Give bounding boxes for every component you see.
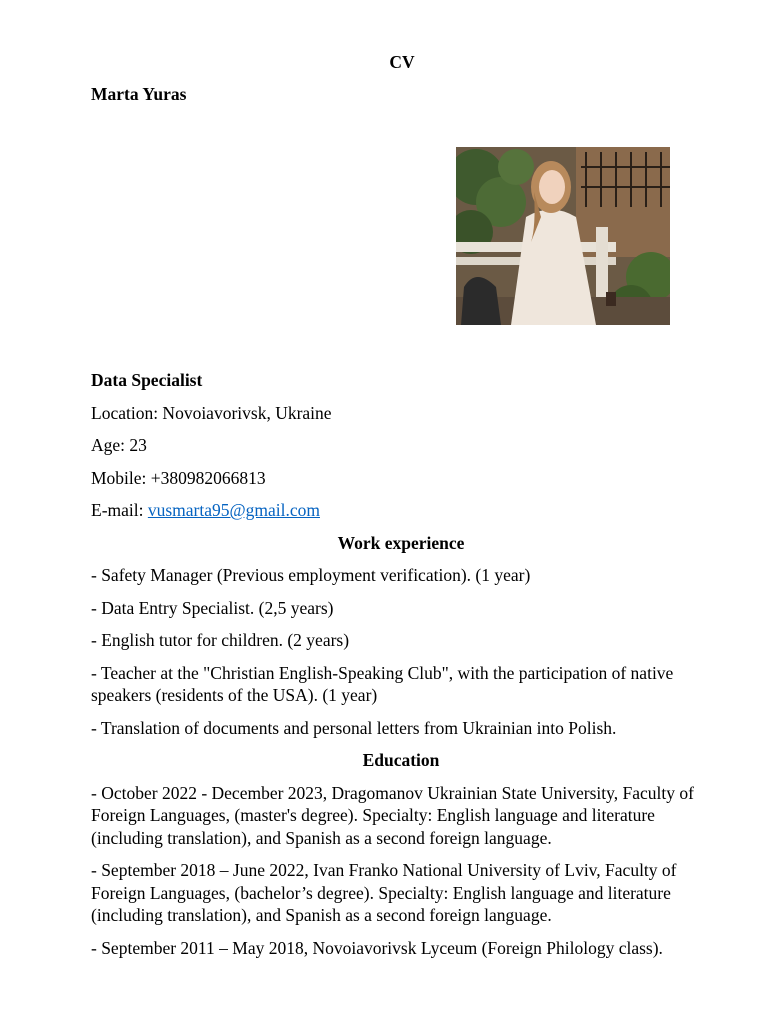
work-item: - Safety Manager (Previous employment verification). (1 year) [91, 565, 531, 585]
email-link[interactable]: vusmarta95@gmail.com [147, 500, 320, 520]
cv-body [91, 369, 711, 969]
mobile-text: Mobile: +380982066813 [91, 467, 266, 488]
job-title: Data Specialist [91, 370, 203, 390]
education-item: - October 2022 - December 2023, Dragomanov Ukrainian State University, Faculty of Foreign Languages, (master's degree). Specialty: English language and literature (including translation), and Spanish as a second foreign language. [91, 782, 694, 848]
location-text: Location: Novoiavorivsk, Ukraine [91, 402, 332, 423]
work-experience-heading: Work experience [337, 532, 465, 553]
email-line [91, 499, 711, 522]
email-label: E-mail: [91, 500, 148, 520]
work-item: - Data Entry Specialist. (2,5 years) [91, 597, 334, 618]
document-title: CV [389, 52, 415, 72]
education-item: - September 2018 – June 2022, Ivan Franko National University of Lviv, Faculty of Foreign Languages, (bachelor’s degree). Specialty: English language and literature (including translation), and Spanish as a second foreign language. [91, 860, 677, 925]
education-heading: Education [362, 750, 440, 770]
work-item: - English tutor for children. (2 years) [91, 630, 350, 650]
work-item: - Translation of documents and personal letters from Ukrainian into Polish. [91, 717, 617, 738]
work-item: - Teacher at the "Christian English-Speaking Club", with the participation of native speakers (residents of the USA). (1 year) [91, 662, 674, 705]
education-item: - September 2011 – May 2018, Novoiavorivsk Lyceum (Foreign Philology class). [91, 937, 663, 958]
candidate-name: Marta Yuras [91, 84, 187, 104]
age-text: Age: 23 [91, 435, 147, 455]
profile-photo [456, 147, 670, 325]
